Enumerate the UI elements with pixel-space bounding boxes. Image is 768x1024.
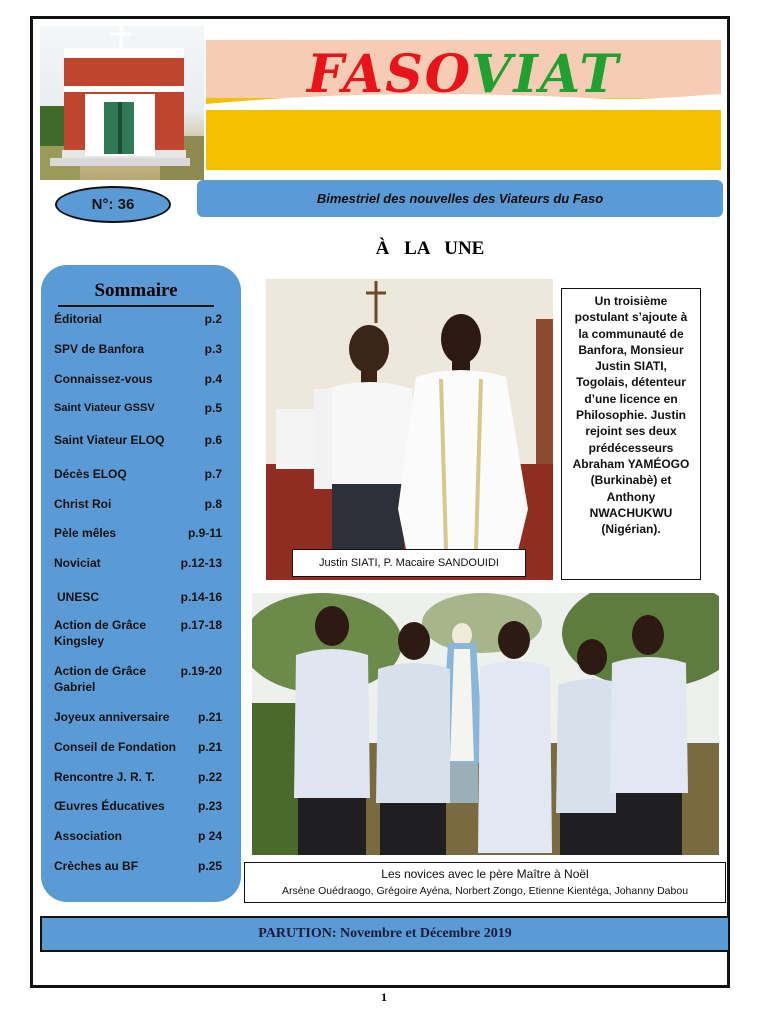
toc-page: p.23	[197, 799, 222, 813]
toc-label: Conseil de Fondation	[54, 740, 176, 754]
toc-item[interactable]	[54, 663, 222, 695]
masthead-title	[206, 44, 721, 106]
toc-page: p.3	[204, 342, 222, 356]
photo-novices-caption-names: Arsène Ouédraogo, Grégoire Ayéna, Norbert Zongo, Etienne Kientéga, Johanny Dabou	[281, 885, 689, 897]
toc-label: Saint Viateur GSSV	[54, 402, 155, 414]
article-text: Un troisième postulant s’ajoute à la communauté de Banfora, Monsieur Justin SIATI, Togolais, détenteur d’une licence en Philosophie. Justin rejoint ses deux prédécesseurs Abraham YAMÉOGO (Burkinabè) et Anthony NWACHUKWU (Nigérian).	[561, 288, 701, 580]
toc-page: p.7	[204, 467, 222, 481]
footer-parution: PARUTION: Novembre et Décembre 2019	[258, 926, 512, 941]
toc-page: p 24	[197, 829, 222, 843]
toc-label: Pèle mêles	[54, 526, 117, 540]
toc-label: Noviciat	[54, 556, 101, 570]
masthead-title-green: VIAT	[471, 44, 621, 105]
toc-label: UNESC	[57, 590, 100, 604]
toc-page: p.8	[204, 497, 222, 511]
page-number: 1	[381, 990, 387, 1004]
toc-page: p.22	[197, 770, 222, 784]
sommaire-title: Sommaire	[58, 280, 214, 307]
toc-page: p.17-18	[180, 618, 222, 632]
toc-page: p.12-13	[180, 556, 222, 570]
toc-page: p.9-11	[187, 526, 222, 540]
toc-item[interactable]	[54, 617, 222, 649]
toc-label: Christ Roi	[54, 497, 112, 511]
toc-label: Association	[54, 829, 123, 843]
toc-label: Éditorial	[54, 312, 103, 326]
toc-label: Action de Grâce Gabriel	[54, 664, 147, 694]
issue-number: N°: 36	[55, 186, 171, 223]
subtitle: Bimestriel des nouvelles des Viateurs du Faso	[316, 191, 604, 206]
toc-page: p.25	[197, 859, 222, 873]
toc-label: Décès ELOQ	[54, 467, 127, 481]
photo-postulant-caption: Justin SIATI, P. Macaire SANDOUIDI	[292, 549, 526, 577]
toc-label: Saint Viateur ELOQ	[54, 433, 165, 447]
toc-page: p.21	[197, 740, 222, 754]
toc-page: p.21	[197, 710, 222, 724]
toc-label: Joyeux anniversaire	[54, 710, 170, 724]
photo-novices-caption	[244, 862, 726, 903]
chapel-photo	[40, 26, 204, 180]
toc-label: Œuvres Éducatives	[54, 799, 165, 813]
toc-page: p.6	[204, 433, 222, 447]
toc-page: p.4	[204, 372, 222, 386]
headline: À LA UNE	[375, 238, 485, 259]
toc-page: p.19-20	[180, 664, 222, 678]
toc-label: Action de Grâce Kingsley	[54, 618, 147, 648]
masthead-title-red: FASO	[306, 44, 472, 105]
toc-label: Rencontre J. R. T.	[54, 770, 155, 784]
toc-label: Crèches au BF	[54, 859, 139, 873]
toc-page: p.2	[204, 312, 222, 326]
photo-postulant	[266, 279, 553, 580]
toc-page: p.5	[204, 401, 222, 415]
photo-novices-caption-title: Les novices avec le père Maître à Noël	[381, 867, 589, 881]
toc-label: Connaissez-vous	[54, 372, 153, 386]
toc-label: SPV de Banfora	[54, 342, 145, 356]
photo-novices	[252, 593, 719, 855]
toc-page: p.14-16	[180, 590, 222, 604]
